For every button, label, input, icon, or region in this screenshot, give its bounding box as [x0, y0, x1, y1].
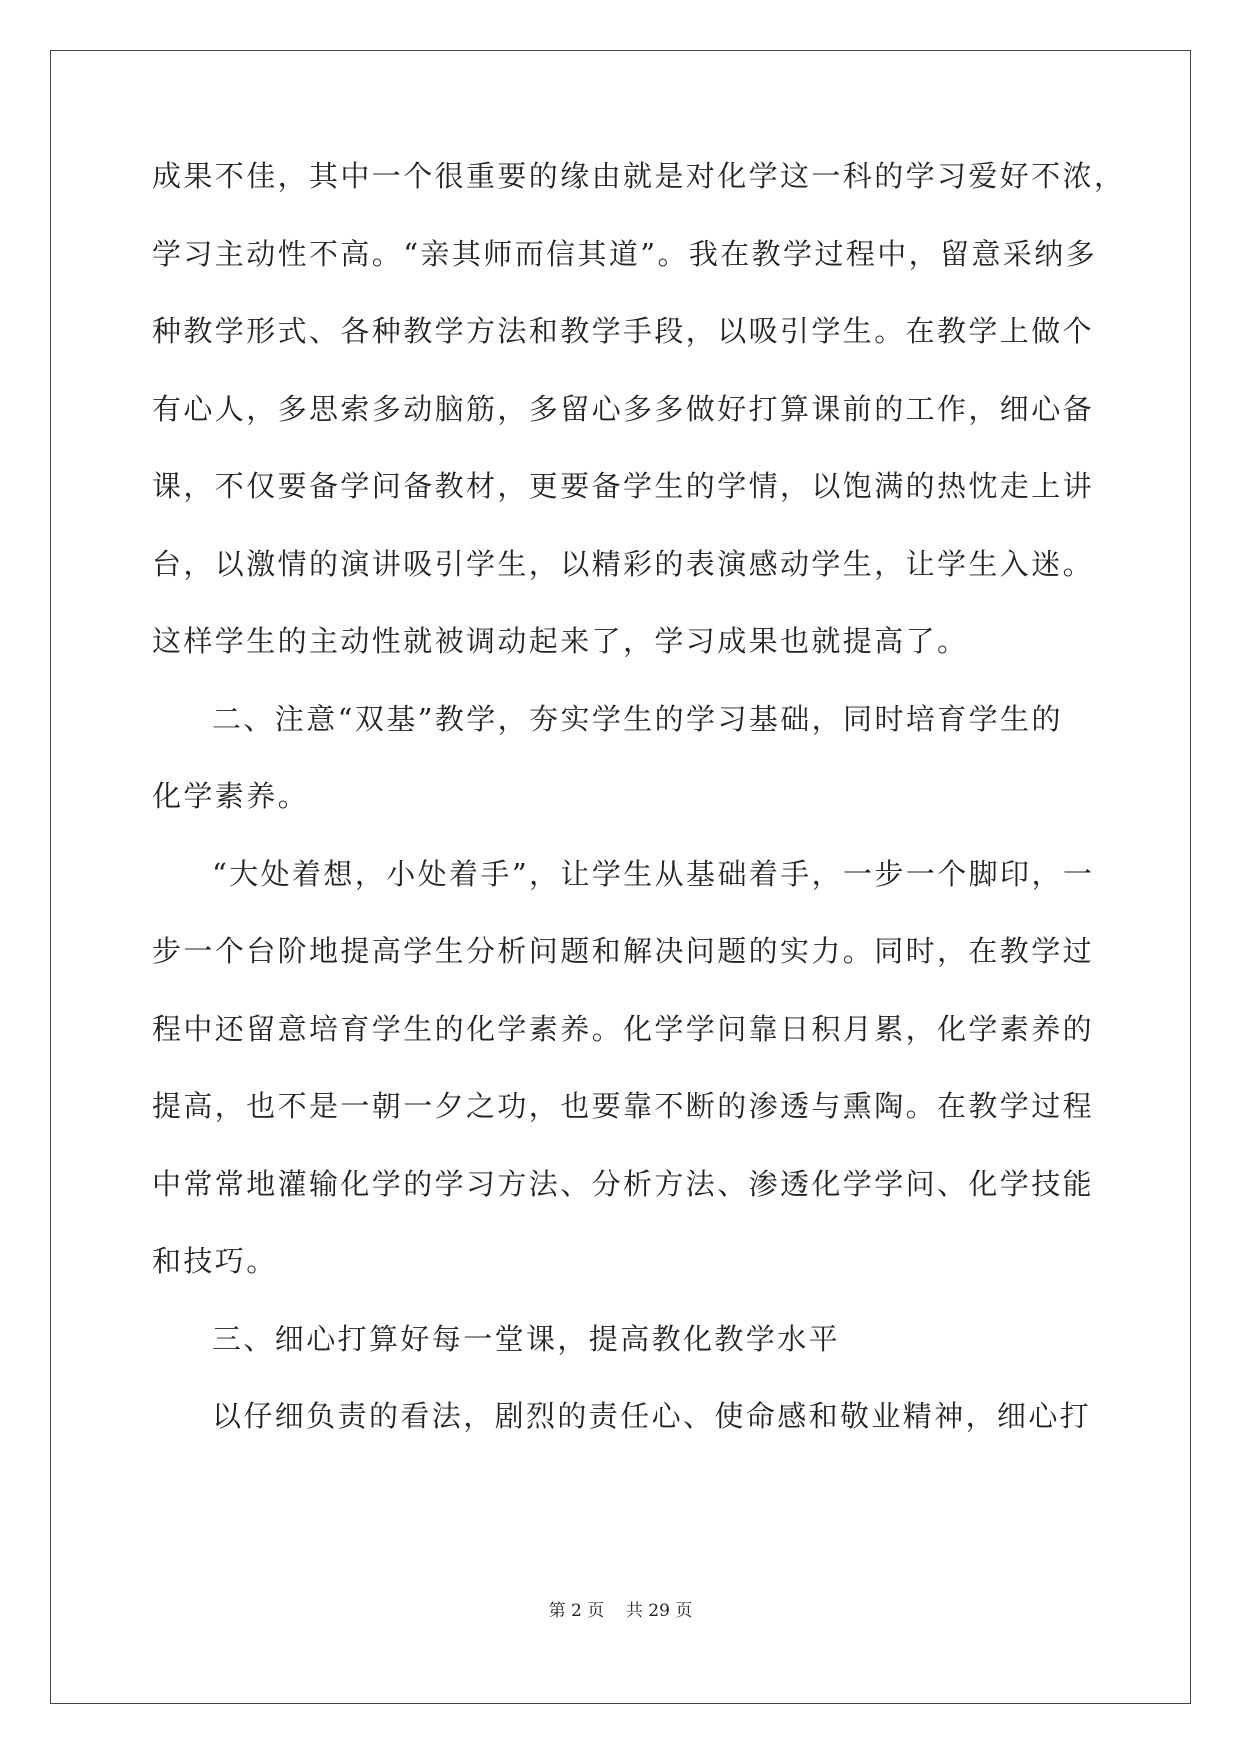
- body-line: 台，以激情的演讲吸引学生，以精彩的表演感动学生，让学生入迷。: [152, 546, 1095, 581]
- body-line: 成果不佳，其中一个很重要的缘由就是对化学这一科的学习爱好不浓，: [152, 159, 1126, 193]
- section-heading-2: 二、注意“双基”教学，夯实学生的学习基础，同时培育学生的: [212, 701, 1063, 736]
- body-line: 和技巧。: [152, 1244, 278, 1278]
- body-line: 有心人，多思索多动脑筋，多留心多多做好打算课前的工作，细心备: [152, 391, 1095, 426]
- section-heading-3: 三、细心打算好每一堂课，提高教化教学水平: [212, 1321, 841, 1356]
- body-line: 步一个台阶地提高学生分析问题和解决问题的实力。同时，在教学过: [152, 934, 1095, 968]
- body-line: 提高，也不是一朝一夕之功，也要靠不断的渗透与熏陶。在教学过程: [152, 1089, 1095, 1123]
- body-line: 中常常地灌输化学的学习方法、分析方法、渗透化学学问、化学技能: [152, 1166, 1095, 1201]
- body-line: 以仔细负责的看法，剧烈的责任心、使命感和敬业精神，细心打: [212, 1399, 1092, 1433]
- body-line: 学习主动性不高。“亲其师而信其道”。我在教学过程中，留意采纳多: [152, 236, 1098, 271]
- body-line: 种教学形式、各种教学方法和教学手段，以吸引学生。在教学上做个: [152, 314, 1095, 348]
- body-line: “大处着想，小处着手”，让学生从基础着手，一步一个脚印，一: [212, 856, 1095, 891]
- body-line: 课，不仅要备学问备教材，更要备学生的学情，以饱满的热忱走上讲: [152, 469, 1095, 503]
- page-number: 第 2 页 共 29 页: [548, 1601, 693, 1621]
- body-line: 这样学生的主动性就被调动起来了，学习成果也就提高了。: [152, 624, 969, 658]
- body-line: 程中还留意培育学生的化学素养。化学学问靠日积月累，化学素养的: [152, 1011, 1095, 1046]
- document-body: [152, 158, 1126, 1476]
- body-line: 化学素养。: [152, 779, 310, 813]
